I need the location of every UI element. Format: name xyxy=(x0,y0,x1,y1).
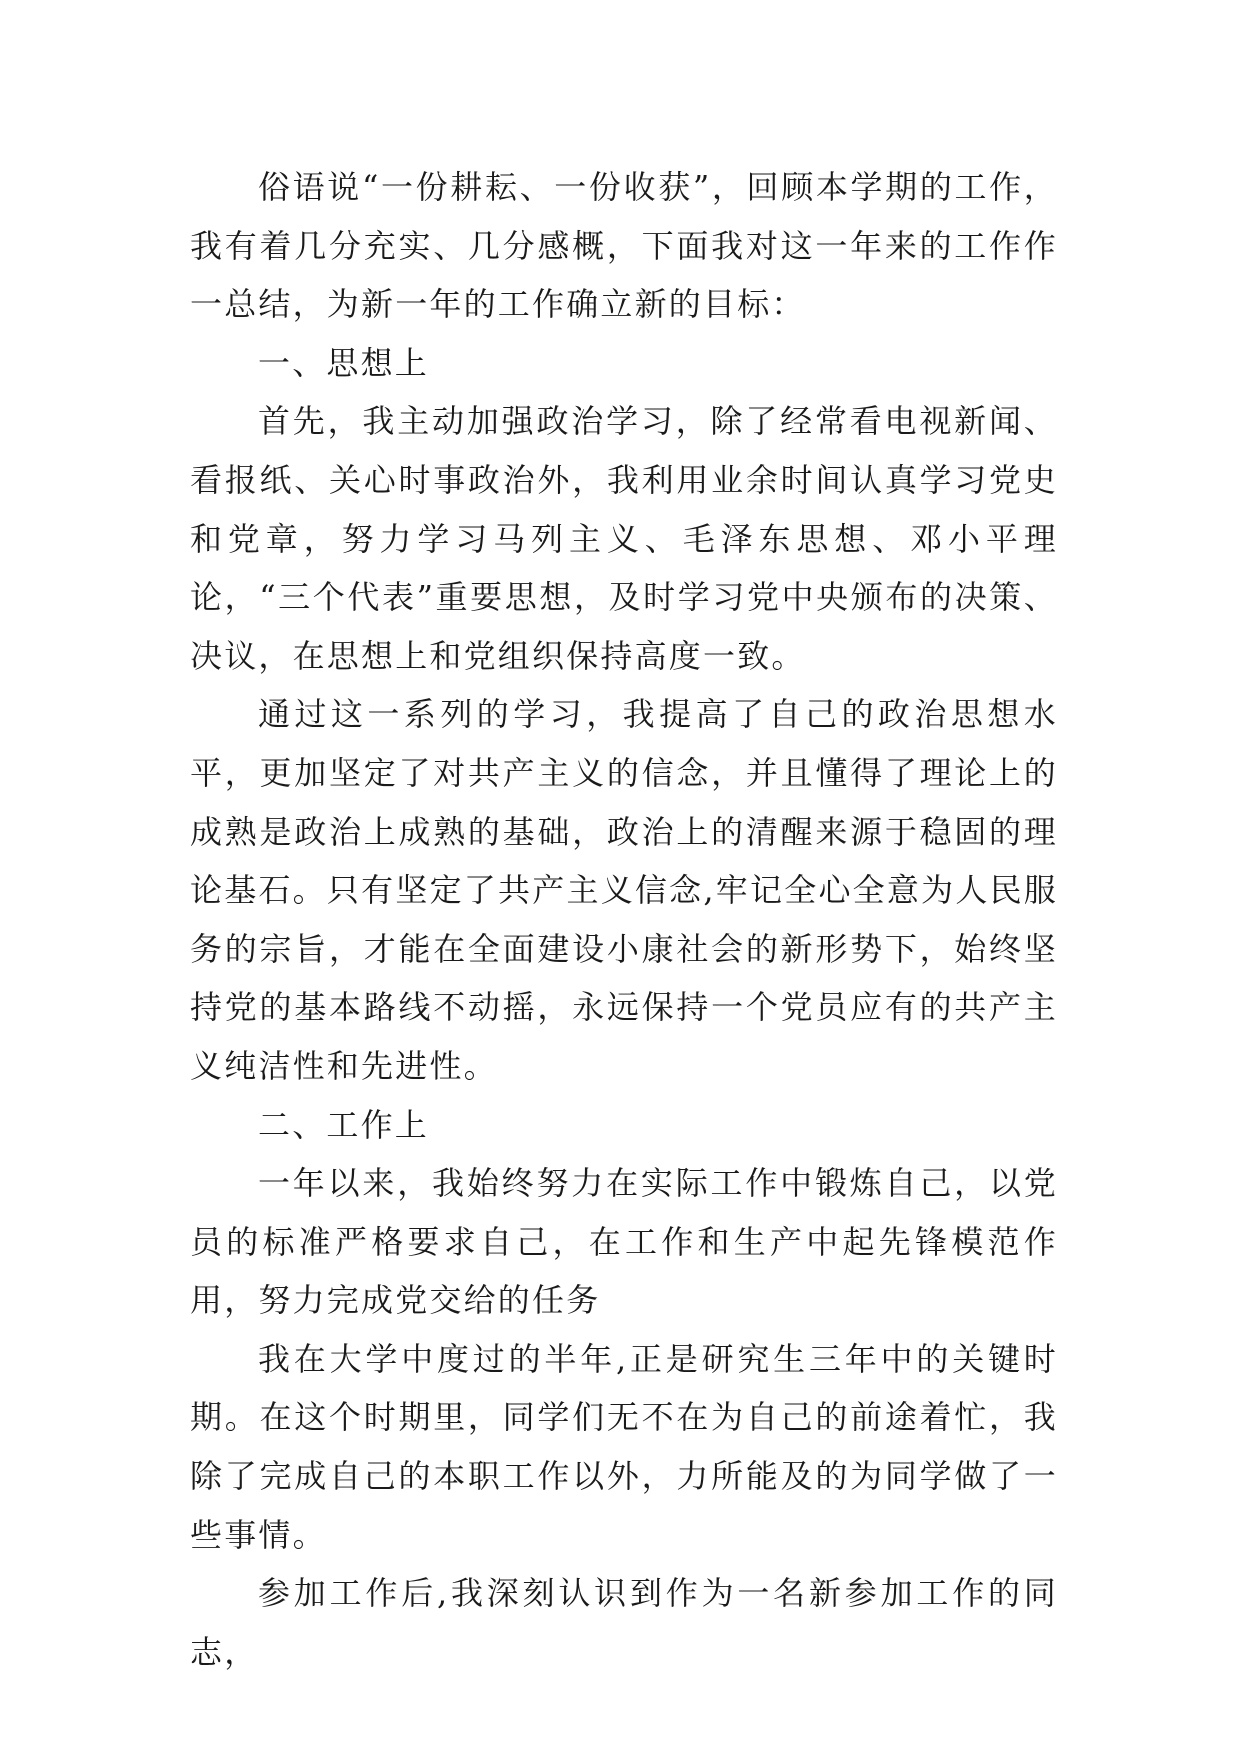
paragraph-university: 我在大学中度过的半年,正是研究生三年中的关键时期。在这个时期里，同学们无不在为自己的前途着忙，我除了完成自己的本职工作以外，力所能及的为同学做了一些事情。 xyxy=(190,1339,1058,1554)
paragraph-after-joining: 参加工作后,我深刻认识到作为一名新参加工作的同志， xyxy=(190,1574,1058,1671)
paragraph-political-study: 首先，我主动加强政治学习，除了经常看电视新闻、看报纸、关心时事政治外，我利用业余时间认真学习党史和党章，努力学习马列主义、毛泽东思想、邓小平理论，“三个代表”重要思想，及时学习党中央颁布的决策、决议，在思想上和党组织保持高度一致。 xyxy=(190,402,1058,675)
paragraph-study-results: 通过这一系列的学习，我提高了自己的政治思想水平，更加坚定了对共产主义的信念，并且懂得了理论上的成熟是政治上成熟的基础，政治上的清醒来源于稳固的理论基石。只有坚定了共产主义信念,牢记全心全意为人民服务的宗旨，才能在全面建设小康社会的新形势下，始终坚持党的基本路线不动摇，永远保持一个党员应有的共产主义纯洁性和先进性。 xyxy=(190,695,1058,1085)
document-body xyxy=(190,158,1058,1681)
section-heading-thought: 一、思想上 xyxy=(258,343,430,382)
section-heading-work: 二、工作上 xyxy=(258,1105,430,1144)
paragraph-work-year: 一年以来，我始终努力在实际工作中锻炼自己，以党员的标准严格要求自己，在工作和生产中起先锋模范作用，努力完成党交给的任务 xyxy=(190,1164,1058,1320)
paragraph-intro: 俗语说“一份耕耘、一份收获”，回顾本学期的工作，我有着几分充实、几分感概，下面我对这一年来的工作作一总结，为新一年的工作确立新的目标： xyxy=(190,168,1058,324)
